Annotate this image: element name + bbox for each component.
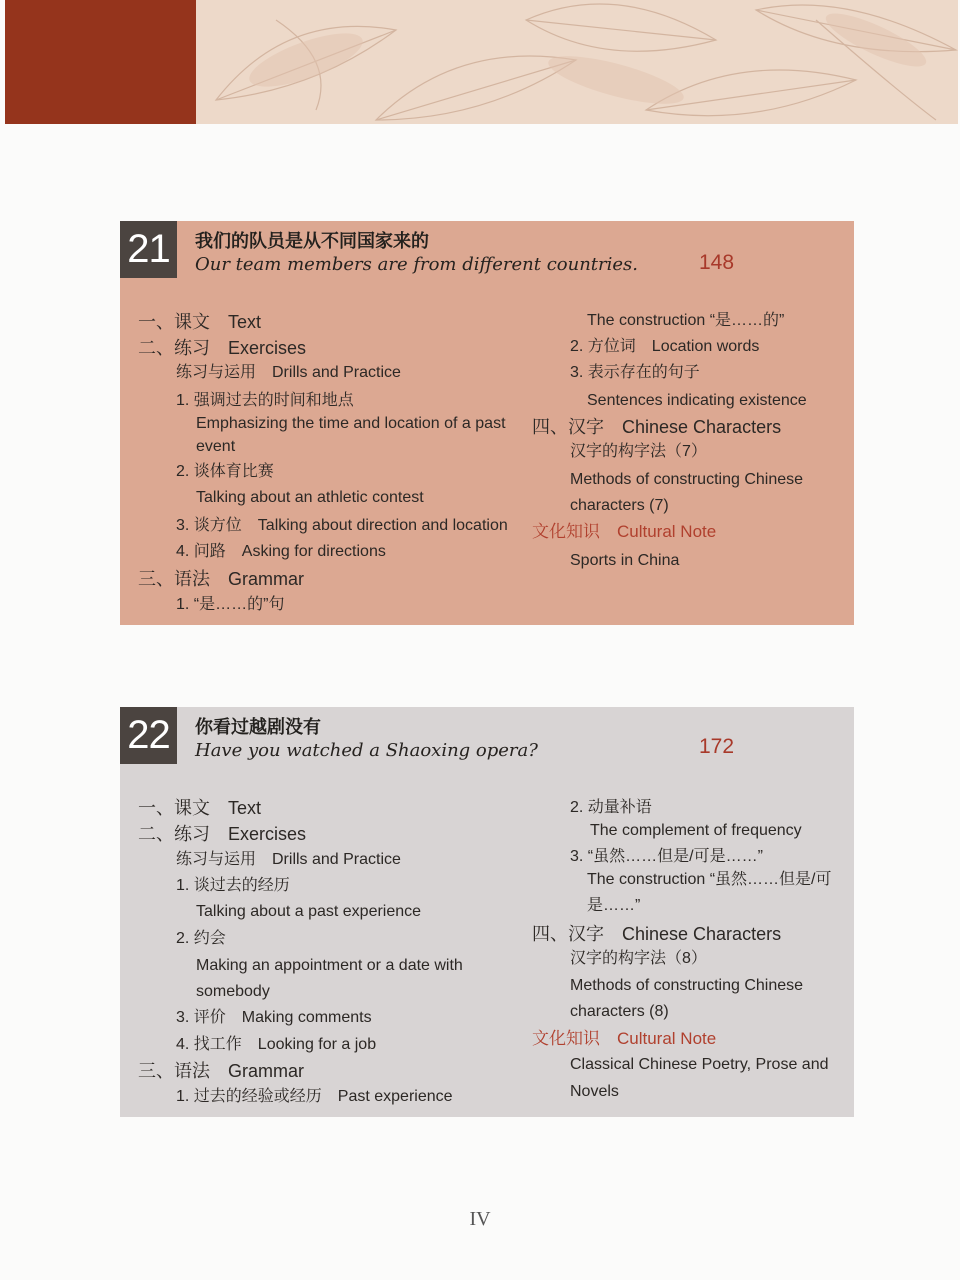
toc-entry: somebody [196,983,270,1000]
lesson-number: 21 [120,221,177,278]
banner-color-block [5,0,196,124]
toc-entry: 2. 谈体育比赛 [176,463,274,480]
toc-entry: 3. 评价 Making comments [176,1009,372,1026]
cultural-note-heading: 文化知识 Cultural Note [532,1029,717,1048]
toc-entry: 三、语法 Grammar [138,569,304,589]
toc-entry: 二、练习 Exercises [138,824,307,844]
toc-entry: 2. 动量补语 [570,799,652,816]
toc-entry: 一、课文 Text [138,312,262,332]
toc-entry: 四、汉字 Chinese Characters [532,924,782,944]
toc-entry: The construction “虽然……但是/可 [587,871,832,888]
toc-entry: characters (8) [570,1003,669,1020]
toc-entry: 一、课文 Text [138,798,262,818]
toc-entry: 3. 表示存在的句子 [570,364,700,381]
toc-entry: 3. “虽然……但是/可是……” [570,848,763,865]
toc-entry: 汉字的构字法（8） [570,950,707,967]
cultural-note-heading: 文化知识 Cultural Note [532,522,717,541]
toc-entry: The construction “是……的” [587,312,785,329]
toc-entry: Talking about an athletic contest [196,489,424,506]
toc-entry: Sentences indicating existence [587,392,807,409]
toc-entry: Methods of constructing Chinese [570,977,804,994]
lesson-number: 22 [120,707,177,764]
toc-entry: The complement of frequency [590,822,802,839]
toc-entry: Talking about a past experience [196,903,422,920]
lesson-title-en: Our team members are from different countries. [195,254,639,275]
toc-entry: characters (7) [570,497,669,514]
page-number: IV [469,1208,491,1230]
toc-entry: 4. 找工作 Looking for a job [176,1036,377,1053]
lesson-page-number: 148 [699,251,735,274]
toc-entry: 是……” [587,897,641,914]
lesson-card-21 [120,221,854,625]
toc-entry: 练习与运用 Drills and Practice [176,851,401,868]
lesson-title-cn: 我们的队员是从不同国家来的 [195,231,429,252]
toc-entry: Novels [570,1083,619,1100]
toc-entry: 3. 谈方位 Talking about direction and location [176,517,508,534]
banner-leaf-pattern [196,0,958,124]
toc-entry: 4. 问路 Asking for directions [176,543,386,560]
toc-entry: 四、汉字 Chinese Characters [532,417,782,437]
leaf-pattern-graphic [196,0,958,124]
toc-entry: Methods of constructing Chinese [570,471,804,488]
toc-entry: 1. “是……的”句 [176,596,285,613]
toc-entry: 1. 过去的经验或经历 Past experience [176,1088,453,1105]
lesson-page-number: 172 [699,735,735,758]
toc-entry: Emphasizing the time and location of a past [196,415,506,432]
toc-entry: 1. 强调过去的时间和地点 [176,392,354,409]
header-banner [5,0,958,124]
toc-entry: Classical Chinese Poetry, Prose and [570,1056,829,1073]
toc-entry: 二、练习 Exercises [138,338,307,358]
toc-entry: 2. 方位词 Location words [570,338,760,355]
toc-entry: event [196,438,236,455]
lesson-title-cn: 你看过越剧没有 [195,717,321,738]
toc-entry: 练习与运用 Drills and Practice [176,364,401,381]
lesson-title-en: Have you watched a Shaoxing opera? [195,740,538,761]
toc-entry: 2. 约会 [176,930,226,947]
toc-entry: 汉字的构字法（7） [570,443,707,460]
lesson-card-22 [120,707,854,1117]
toc-entry: Sports in China [570,552,680,569]
toc-entry: 1. 谈过去的经历 [176,877,290,894]
toc-entry: 三、语法 Grammar [138,1061,304,1081]
toc-entry: Making an appointment or a date with [196,957,463,974]
